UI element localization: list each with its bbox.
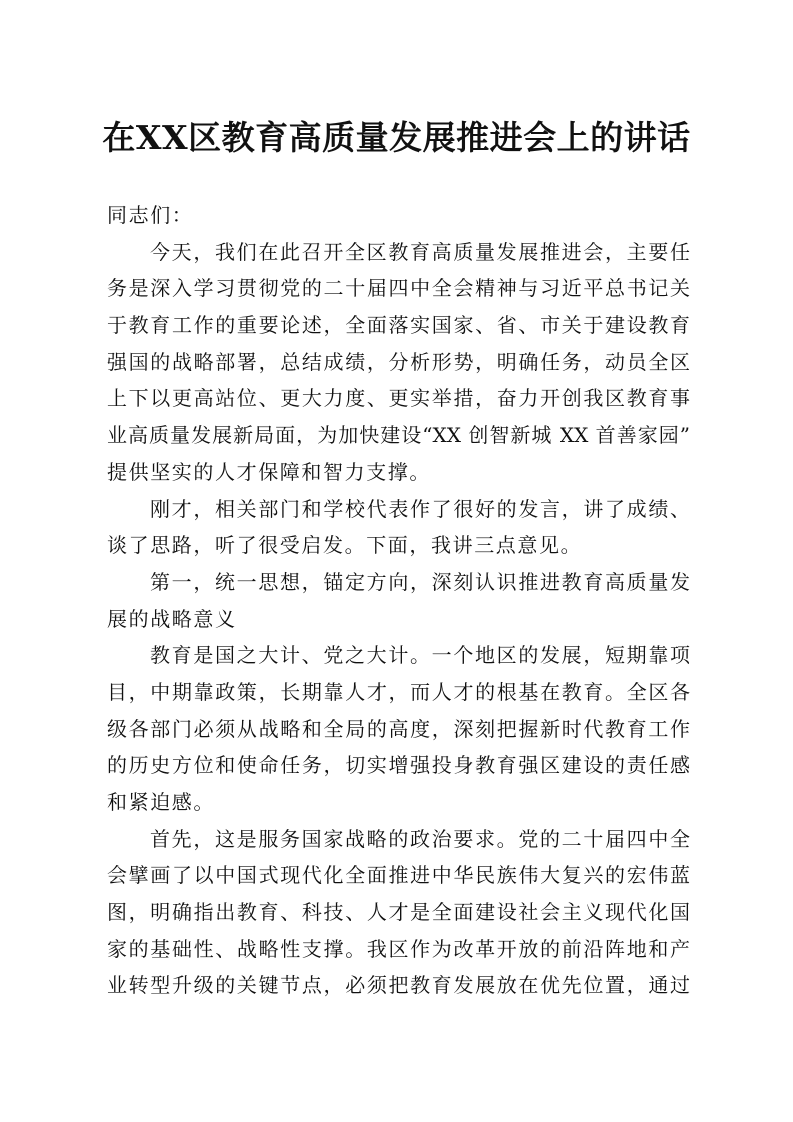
paragraph-line: 目，中期靠政策，长期靠人才，而人才的根基在教育。全区各 [107, 679, 690, 704]
document-title: 在XX区教育高质量发展推进会上的讲话 [102, 118, 691, 157]
salutation: 同志们： [107, 203, 194, 227]
paragraph-line: 上下以更高站位、更大力度、更实举措，奋力开创我区教育事 [107, 386, 690, 411]
document-body [107, 197, 690, 1004]
paragraph [107, 491, 690, 564]
paragraph [107, 637, 690, 820]
paragraph-line: 和紧迫感。 [107, 790, 215, 814]
paragraph [107, 564, 690, 637]
paragraph-line: 的历史方位和使命任务，切实增强投身教育强区建设的责任感 [107, 753, 690, 778]
paragraph-line: 今天，我们在此召开全区教育高质量发展推进会，主要任 [150, 239, 690, 264]
paragraph-line: 业高质量发展新局面，为加快建设“XX 创智新城 XX 首善家园” [107, 423, 690, 448]
paragraph-line: 于教育工作的重要论述，全面落实国家、省、市关于建设教育 [107, 313, 690, 338]
paragraph-line: 家的基础性、战略性支撑。我区作为改革开放的前沿阵地和产 [107, 936, 690, 961]
paragraph-line: 刚才，相关部门和学校代表作了很好的发言，讲了成绩、 [150, 496, 690, 521]
paragraph [107, 234, 690, 491]
paragraph-line: 教育是国之大计、党之大计。一个地区的发展，短期靠项 [150, 643, 690, 668]
paragraph-line: 谈了思路，听了很受启发。下面，我讲三点意见。 [107, 533, 583, 558]
paragraph-line: 业转型升级的关键节点，必须把教育发展放在优先位置，通过 [107, 973, 690, 998]
paragraph-line: 展的战略意义 [107, 606, 237, 631]
paragraph-line: 提供坚实的人才保障和智力支撑。 [107, 459, 431, 484]
paragraph-line: 首先，这是服务国家战略的政治要求。党的二十届四中全 [150, 826, 690, 851]
paragraph-line: 图，明确指出教育、科技、人才是全面建设社会主义现代化国 [107, 900, 690, 925]
paragraph-line: 级各部门必须从战略和全局的高度，深刻把握新时代教育工作 [107, 716, 690, 741]
paragraph [107, 821, 690, 1004]
paragraph-line: 务是深入学习贯彻党的二十届四中全会精神与习近平总书记关 [107, 276, 690, 301]
paragraph-line: 第一，统一思想，锚定方向，深刻认识推进教育高质量发 [150, 569, 690, 594]
paragraph-line: 强国的战略部署，总结成绩，分析形势，明确任务，动员全区 [107, 349, 690, 374]
paragraph-line: 会擘画了以中国式现代化全面推进中华民族伟大复兴的宏伟蓝 [107, 863, 690, 888]
